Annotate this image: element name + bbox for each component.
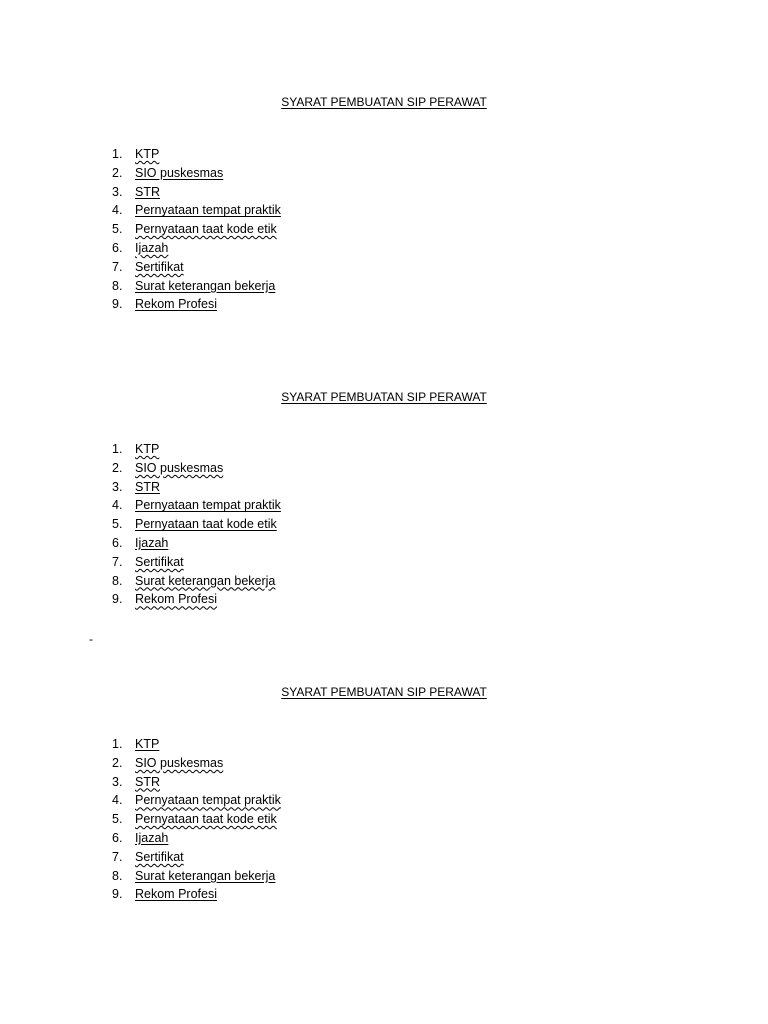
item-number: 3.	[112, 184, 123, 199]
item-text: Pernyataan tempat praktik	[135, 203, 281, 218]
item-text: Rekom Profesi	[135, 297, 217, 312]
item-number: 7.	[112, 849, 123, 864]
item-number: 9.	[112, 592, 123, 607]
item-number: 8.	[112, 278, 123, 293]
item-number: 2.	[112, 755, 123, 770]
item-text: Ijazah	[135, 535, 169, 550]
item-number: 4.	[112, 498, 123, 513]
item-number: 1.	[112, 442, 123, 456]
section-title: SYARAT PEMBUATAN SIP PERAWAT	[281, 390, 487, 404]
item-text: STR	[135, 774, 160, 789]
item-text: SIO puskesmas	[135, 165, 224, 180]
item-text: Surat keterangan bekerja	[135, 868, 276, 883]
item-number: 3.	[112, 774, 123, 789]
item-text: STR	[135, 479, 160, 494]
item-text: Rekom Profesi	[135, 887, 217, 902]
item-text: Pernyataan tempat praktik	[135, 498, 281, 513]
item-number: 3.	[112, 479, 123, 494]
item-number: 8.	[112, 868, 123, 883]
section-title: SYARAT PEMBUATAN SIP PERAWAT	[281, 95, 487, 109]
item-number: 1.	[112, 147, 123, 161]
item-number: 9.	[112, 887, 123, 902]
item-text: SIO puskesmas	[135, 755, 224, 770]
item-number: 6.	[112, 535, 123, 550]
item-text: Ijazah	[135, 830, 169, 845]
item-number: 5.	[112, 517, 123, 532]
section-title: SYARAT PEMBUATAN SIP PERAWAT	[281, 685, 487, 699]
item-number: 6.	[112, 240, 123, 255]
item-number: 6.	[112, 830, 123, 845]
item-text: Surat keterangan bekerja	[135, 573, 276, 588]
item-text: KTP	[135, 147, 160, 161]
item-number: 7.	[112, 259, 123, 274]
item-text: Pernyataan taat kode etik	[135, 222, 277, 237]
item-text: Pernyataan tempat praktik	[135, 793, 281, 808]
item-text: KTP	[135, 737, 160, 751]
item-number: 2.	[112, 460, 123, 475]
item-number: 7.	[112, 554, 123, 569]
item-number: 5.	[112, 812, 123, 827]
item-number: 1.	[112, 737, 123, 751]
item-number: 4.	[112, 793, 123, 808]
item-text: Rekom Profesi	[135, 592, 217, 607]
item-number: 8.	[112, 573, 123, 588]
item-number: 9.	[112, 297, 123, 312]
item-text: Pernyataan taat kode etik	[135, 812, 277, 827]
item-text: Sertifikat	[135, 259, 184, 274]
item-number: 4.	[112, 203, 123, 218]
item-text: Ijazah	[135, 240, 169, 255]
item-number: 2.	[112, 165, 123, 180]
item-text: Pernyataan taat kode etik	[135, 517, 277, 532]
item-text: SIO puskesmas	[135, 460, 224, 475]
stray-mark: -	[89, 632, 93, 646]
item-number: 5.	[112, 222, 123, 237]
item-text: STR	[135, 184, 160, 199]
item-text: Surat keterangan bekerja	[135, 278, 276, 293]
item-text: KTP	[135, 442, 160, 456]
item-text: Sertifikat	[135, 849, 184, 864]
item-text: Sertifikat	[135, 554, 184, 569]
